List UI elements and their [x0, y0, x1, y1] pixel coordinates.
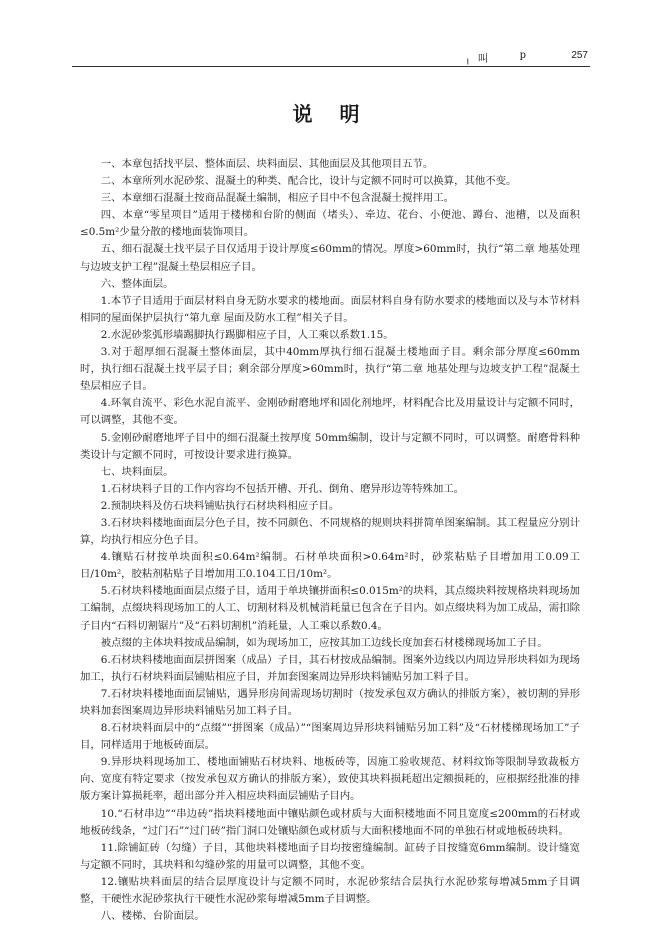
paragraph: 6.石材块料楼地面面层拼图案（成品）子目，其石材按成品编制。图案外边线以内周边异形块料如为现场加工，执行石材块料面层铺贴相应子目，并加套图案周边异形块料铺贴另加工料子目。	[80, 653, 580, 683]
header-marks: ╷ 叫	[464, 54, 490, 65]
paragraph: 9.异形块料现场加工、楼地面铺贴石材块料、地板砖等，因施工验收规范、材料纹饰等限制导致裁板方向、宽度有特定要求（按发承包双方确认的排版方案），致使其块料损耗超出定额损耗的，应根据经批准的排版方案计算损耗率，超出部分并入相应块料面层铺贴子目内。	[80, 756, 580, 803]
paragraph: 2.水泥砂浆弧形墙踢脚执行踢脚相应子目，人工乘以系数1.15。	[100, 328, 394, 341]
paragraph: 11.除铺缸砖（勾缝）子目，其他块料楼地面子目均按密缝编制。缸砖子目按缝宽6mm编制。设计缝宽与定额不同时，其块料和勾缝砂浆的用量可以调整，其他不变。	[80, 841, 580, 871]
paragraph: 四、本章“零星项目”适用于楼梯和台阶的侧面（堵头）、牵边、花台、小便池、蹲台、池槽，以及面积≤0.5m²少量分散的楼地面装饰项目。	[80, 209, 580, 239]
body-text	[80, 156, 580, 925]
paragraph: 2.预制块料及仿石块料铺贴执行石材块料相应子目。	[100, 499, 340, 512]
section-heading: 七、块料面层。	[100, 465, 174, 478]
paragraph: 二、本章所列水泥砂浆、混凝土的种类、配合比，设计与定额不同时可以换算，其他不变。	[100, 175, 517, 188]
paragraph: 10.“石材串边”“串边砖”指块料楼地面中镶贴颜色或材质与大面积楼地面不同且宽度≤200mm的石材或地板砖线条，“过门石”“过门砖”指门洞口处镶贴颜色或材质与大面积楼地面不同的单独石材或地板砖块料。	[80, 807, 580, 837]
paragraph: 3.对于超厚细石混凝土整体面层，其中40mm厚执行细石混凝土楼地面子目。剩余部分厚度≤60mm时，执行细石混凝土找平层子目；剩余部分厚度>60mm时，执行“第二章 地基处理与边坡支护工程”混凝土垫层相应子目。	[80, 346, 580, 393]
page-number: 257	[571, 50, 588, 61]
paragraph: 5.石材块料楼地面面层点缀子目，适用于单块镶拼面积≤0.015m²的块料，其点缀块料按规格块料现场加工编制，点缀块料现场加工的人工、切割材料及机械消耗量已包含在子目内。如点缀块料为加工成品，需扣除子目内“石料切割锯片”及“石料切割机”消耗量，人工乘以系数0.4。	[80, 585, 580, 632]
paragraph: 三、本章细石混凝土按商品混凝土编制，相应子目中不包含混凝土搅拌用工。	[100, 192, 455, 205]
paragraph: 4.环氧自流平、彩色水泥自流平、金刚砂耐磨地坪和固化剂地坪，材料配合比及用量设计与定额不同时，可以调整，其他不变。	[80, 397, 580, 427]
page-title: 说 明	[292, 102, 370, 126]
paragraph: 被点缀的主体块料按成品编制，如为现场加工，应按其加工边线长度加套石材楼梯现场加工子目。	[100, 636, 548, 649]
paragraph: 3.石材块料楼地面面层分色子目，按不同颜色、不同规格的规则块料拼简单图案编制。其工程量应分别计算，均执行相应分色子目。	[80, 516, 580, 547]
paragraph: 五、细石混凝土找平层子目仅适用于设计厚度≤60mm的情况。厚度>60mm时，执行“第二章 地基处理与边坡支护工程”混凝土垫层相应子目。	[80, 243, 580, 273]
paragraph: 1.石材块料子目的工作内容均不包括开槽、开孔、倒角、磨异形边等特殊加工。	[100, 482, 464, 495]
paragraph: 7.石材块料楼地面面层铺贴，遇异形房间需现场切割时（按发承包双方确认的排版方案），被切割的异形块料加套图案周边异形块料铺贴另加工料子目。	[80, 687, 580, 717]
paragraph: 4.镶贴石材按单块面积≤0.64m²编制。石材单块面积>0.64m²时，砂浆粘贴子目增加用工0.09工日/10m²，胶粘剂粘贴子目增加用工0.104工日/10m²。	[80, 551, 580, 581]
paragraph: 1.本节子目适用于面层材料自身无防水要求的楼地面。面层材料自身有防水要求的楼地面以及与本节材料相同的屋面保护层执行“第九章 屋面及防水工程”相关子目。	[80, 294, 580, 324]
section-heading: 八、楼梯、台阶面层。	[100, 910, 205, 923]
paragraph: 8.石材块料面层中的“点缀”“拼图案（成品）”“图案周边异形块料铺贴另加工料”及“石材楼梯现场加工”子目，同样适用于地板砖面层。	[80, 722, 580, 752]
paragraph: 5.金刚砂耐磨地坪子目中的细石混凝土按厚度 50mm编制，设计与定额不同时，可以调整。耐磨骨料种类设计与定额不同时，可按设计要求进行换算。	[80, 431, 580, 461]
paragraph: 一、本章包括找平层、整体面层、块料面层、其他面层及其他项目五节。	[100, 158, 434, 170]
paragraph: 12.镶贴块料面层的结合层厚度设计与定额不同时，水泥砂浆结合层执行水泥砂浆每增减5mm子目调整，干硬性水泥砂浆执行干硬性水泥砂浆每增减5mm子目调整。	[80, 875, 580, 906]
page-header	[72, 44, 590, 67]
section-heading: 六、整体面层。	[100, 277, 174, 290]
header-mark: p	[519, 50, 526, 61]
